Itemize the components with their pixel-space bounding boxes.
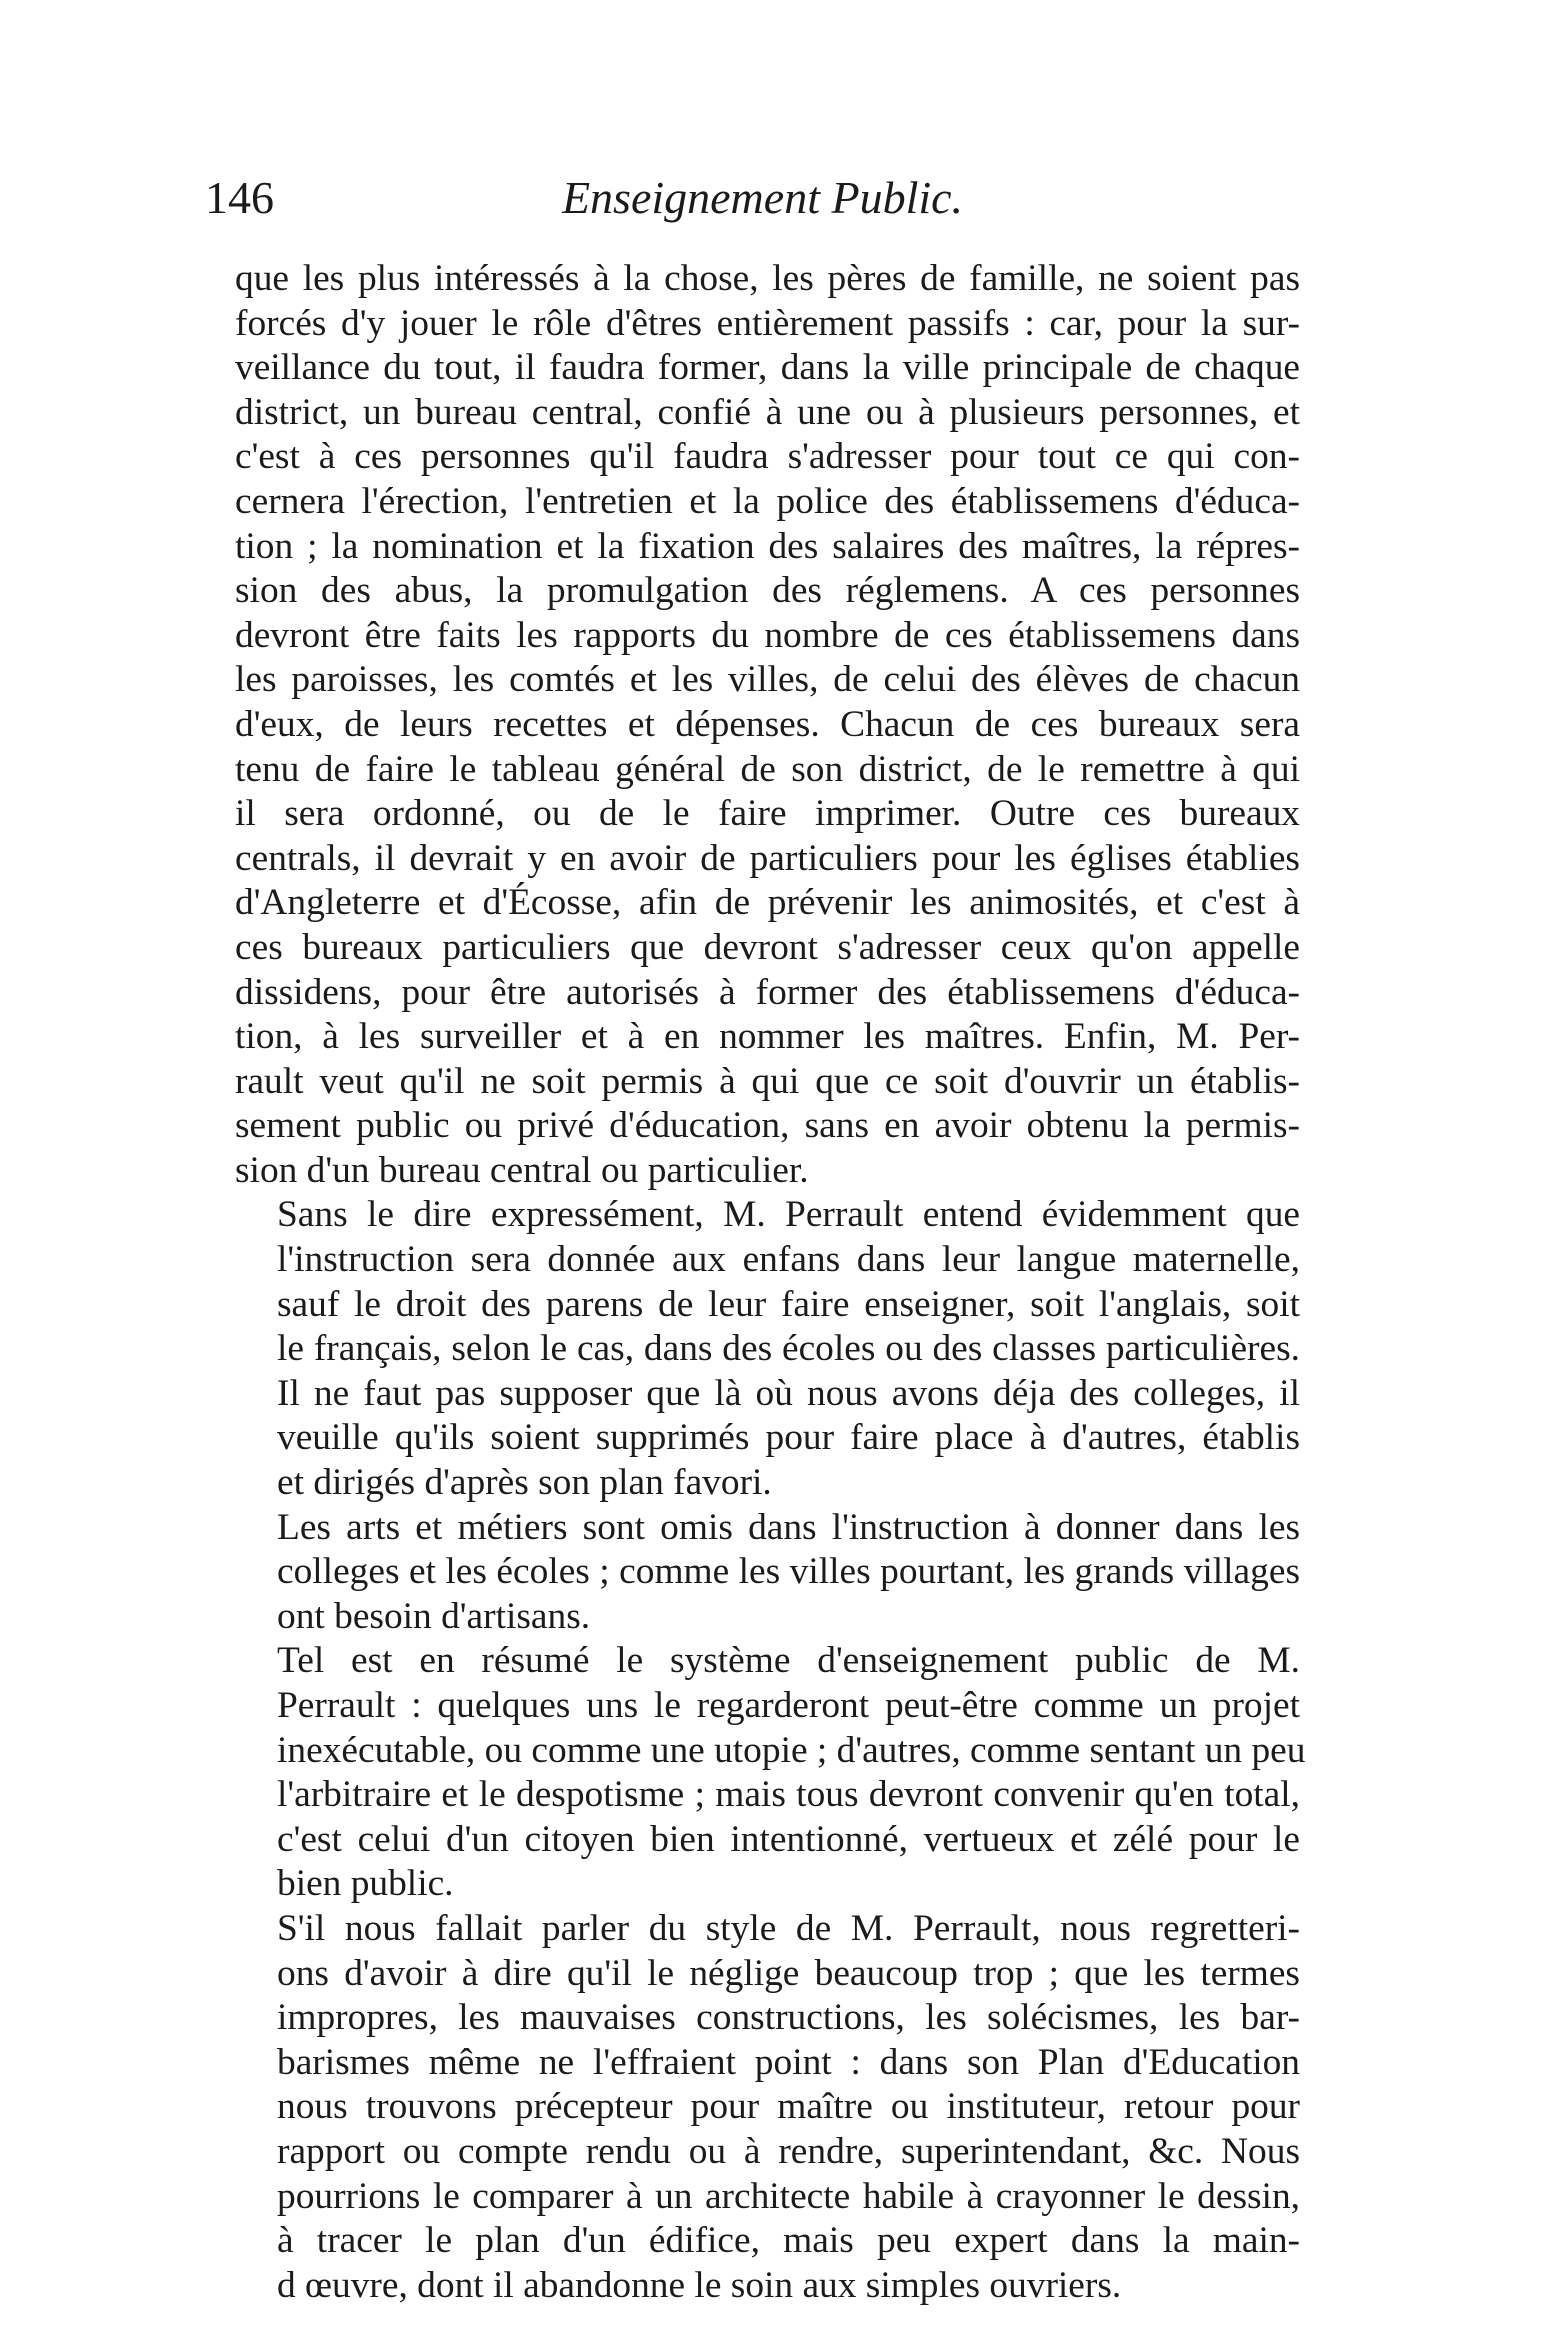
page-number: 146 xyxy=(205,172,274,223)
text-line: il sera ordonné, ou de le faire imprimer. Outre ces bureaux xyxy=(235,793,1300,835)
text-line: Il ne faut pas supposer que là où nous avons déja des colleges, il xyxy=(277,1372,1300,1414)
text-line: dissidens, pour être autorisés à former des établissemens d'éduca- xyxy=(235,971,1300,1013)
text-line: d œuvre, dont il abandonne le soin aux simples ouvriers. xyxy=(277,2264,1122,2306)
text-line: inexécutable, ou comme une utopie ; d'autres, comme sentant un peu xyxy=(277,1729,1306,1771)
body-text xyxy=(235,257,1306,2308)
text-line: rault veut qu'il ne soit permis à qui que ce soit d'ouvrir un établis- xyxy=(235,1060,1300,1102)
text-line: l'instruction sera donnée aux enfans dans leur langue maternelle, xyxy=(277,1239,1300,1281)
text-line: à tracer le plan d'un édifice, mais peu expert dans la main- xyxy=(277,2220,1300,2262)
text-line: district, un bureau central, confié à une ou à plusieurs personnes, et xyxy=(235,391,1300,433)
text-line: sion d'un bureau central ou particulier. xyxy=(235,1149,809,1191)
text-line: sement public ou privé d'éducation, sans en avoir obtenu la permis- xyxy=(235,1105,1300,1147)
text-line: devront être faits les rapports du nombre de ces établissemens dans xyxy=(235,614,1300,656)
text-line: tion ; la nomination et la fixation des salaires des maîtres, la répres- xyxy=(235,525,1300,567)
text-line: impropres, les mauvaises constructions, les solécismes, les bar- xyxy=(277,1997,1300,2039)
text-line: barismes même ne l'effraient point : dans son Plan d'Education xyxy=(277,2041,1300,2083)
text-line: ons d'avoir à dire qu'il le néglige beaucoup trop ; que les termes xyxy=(277,1952,1300,1994)
text-line: le français, selon le cas, dans des écoles ou des classes particulières. xyxy=(277,1328,1300,1370)
paragraph xyxy=(235,1506,1300,1640)
running-head: Enseignement Public. xyxy=(561,172,964,223)
text-line: colleges et les écoles ; comme les villes pourtant, les grands villages xyxy=(277,1551,1300,1593)
text-line: veillance du tout, il faudra former, dans la ville principale de chaque xyxy=(235,347,1300,389)
text-line: sion des abus, la promulgation des réglemens. A ces personnes xyxy=(235,570,1300,612)
text-line: Tel est en résumé le système d'enseignement public de M. xyxy=(277,1640,1300,1682)
text-line: centrals, il devrait y en avoir de particuliers pour les églises établies xyxy=(235,837,1300,879)
text-line: forcés d'y jouer le rôle d'êtres entièrement passifs : car, pour la sur- xyxy=(235,302,1300,344)
text-line: que les plus intéressés à la chose, les pères de famille, ne soient pas xyxy=(235,258,1300,299)
text-line: sauf le droit des parens de leur faire enseigner, soit l'anglais, soit xyxy=(277,1283,1300,1325)
text-line: S'il nous fallait parler du style de M. Perrault, nous regretteri- xyxy=(277,1907,1300,1949)
text-line: rapport ou compte rendu ou à rendre, superintendant, &c. Nous xyxy=(277,2130,1300,2172)
text-line: tion, à les surveiller et à en nommer les maîtres. Enfin, M. Per- xyxy=(235,1016,1300,1058)
paragraph xyxy=(235,1907,1300,2308)
text-line: ont besoin d'artisans. xyxy=(277,1595,591,1637)
text-line: c'est à ces personnes qu'il faudra s'adresser pour tout ce qui con- xyxy=(235,436,1300,478)
paragraph xyxy=(235,1639,1306,1907)
text-line: ces bureaux particuliers que devront s'adresser ceux qu'on appelle xyxy=(235,926,1300,968)
text-line: Les arts et métiers sont omis dans l'instruction à donner dans les xyxy=(277,1506,1300,1548)
text-line: et dirigés d'après son plan favori. xyxy=(277,1462,772,1504)
text-line: veuille qu'ils soient supprimés pour faire place à d'autres, établis xyxy=(277,1417,1300,1459)
paragraph xyxy=(235,257,1300,1193)
text-line: Sans le dire expressément, M. Perrault entend évidemment que xyxy=(277,1194,1300,1236)
text-line: d'eux, de leurs recettes et dépenses. Chacun de ces bureaux sera xyxy=(235,703,1300,745)
text-line: nous trouvons précepteur pour maître ou instituteur, retour pour xyxy=(277,2086,1300,2128)
text-line: cernera l'érection, l'entretien et la police des établissemens d'éduca- xyxy=(235,480,1300,522)
page-header xyxy=(205,168,1320,238)
text-line: d'Angleterre et d'Écosse, afin de prévenir les animosités, et c'est à xyxy=(235,882,1300,924)
text-line: Perrault : quelques uns le regarderont peut-être comme un projet xyxy=(277,1685,1300,1726)
text-line: c'est celui d'un citoyen bien intentionné, vertueux et zélé pour le xyxy=(277,1818,1300,1860)
text-line: pourrions le comparer à un architecte habile à crayonner le dessin, xyxy=(277,2175,1300,2217)
paragraph xyxy=(235,1193,1300,1505)
text-line: l'arbitraire et le despotisme ; mais tous devront convenir qu'en total, xyxy=(277,1774,1300,1816)
text-line: tenu de faire le tableau général de son district, de le remettre à qui xyxy=(235,748,1300,790)
text-line: bien public. xyxy=(277,1863,454,1905)
text-line: les paroisses, les comtés et les villes, de celui des élèves de chacun xyxy=(235,659,1300,701)
